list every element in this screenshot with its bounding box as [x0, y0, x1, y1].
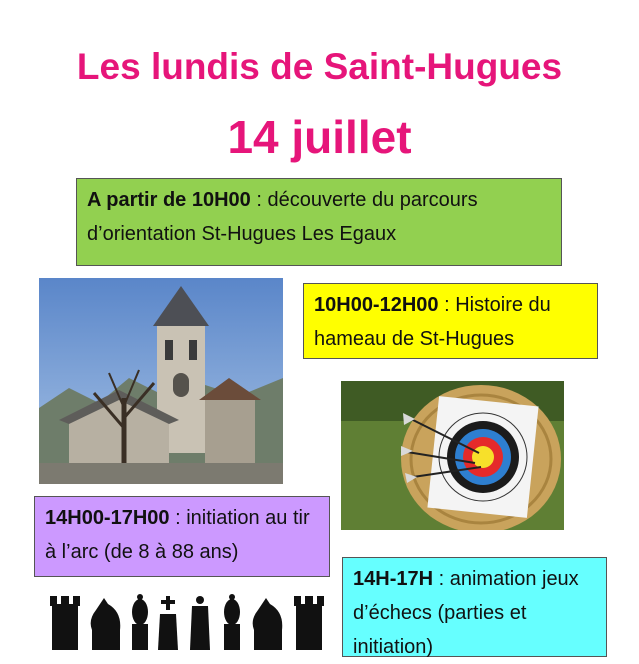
history-time: 10H00-12H00 — [314, 294, 439, 316]
orientation-separator: : — [250, 189, 268, 211]
bishop-icon — [132, 594, 148, 650]
chess-description: animation jeux d’échecs (parties et initiation) — [353, 568, 579, 658]
archery-event-box — [34, 496, 330, 577]
chess-separator: : — [433, 568, 450, 590]
poster-title: Les lundis de Saint-Hugues — [76, 46, 563, 87]
archery-target-photo — [341, 381, 564, 530]
archery-time: 14H00-17H00 — [45, 507, 170, 529]
orientation-event-box — [76, 178, 562, 266]
chess-event-box — [342, 557, 607, 657]
archery-target-illustration — [341, 381, 564, 530]
history-description: Histoire du hameau de St-Hugues — [314, 294, 551, 350]
bishop-icon — [224, 594, 240, 650]
king-icon — [158, 596, 178, 650]
history-event-box — [303, 283, 598, 359]
archery-separator: : — [169, 507, 187, 529]
history-separator: : — [438, 294, 456, 316]
knight-icon — [253, 598, 283, 650]
church-illustration — [39, 278, 283, 484]
knight-icon — [91, 598, 121, 650]
rook-icon — [294, 596, 324, 650]
queen-icon — [190, 596, 210, 650]
orientation-description: découverte du parcours d’orientation St-Hugues Les Egaux — [87, 189, 478, 245]
chess-pieces-illustration — [48, 590, 328, 650]
chess-time: 14H-17H — [353, 568, 434, 590]
poster-date: 14 juillet — [227, 111, 412, 163]
archery-description: initiation au tir à l’arc (de 8 à 88 ans) — [45, 507, 310, 563]
church-photo — [39, 278, 283, 484]
orientation-time: A partir de 10H00 — [87, 189, 251, 211]
chess-pieces-image — [48, 590, 328, 650]
rook-icon — [50, 596, 80, 650]
